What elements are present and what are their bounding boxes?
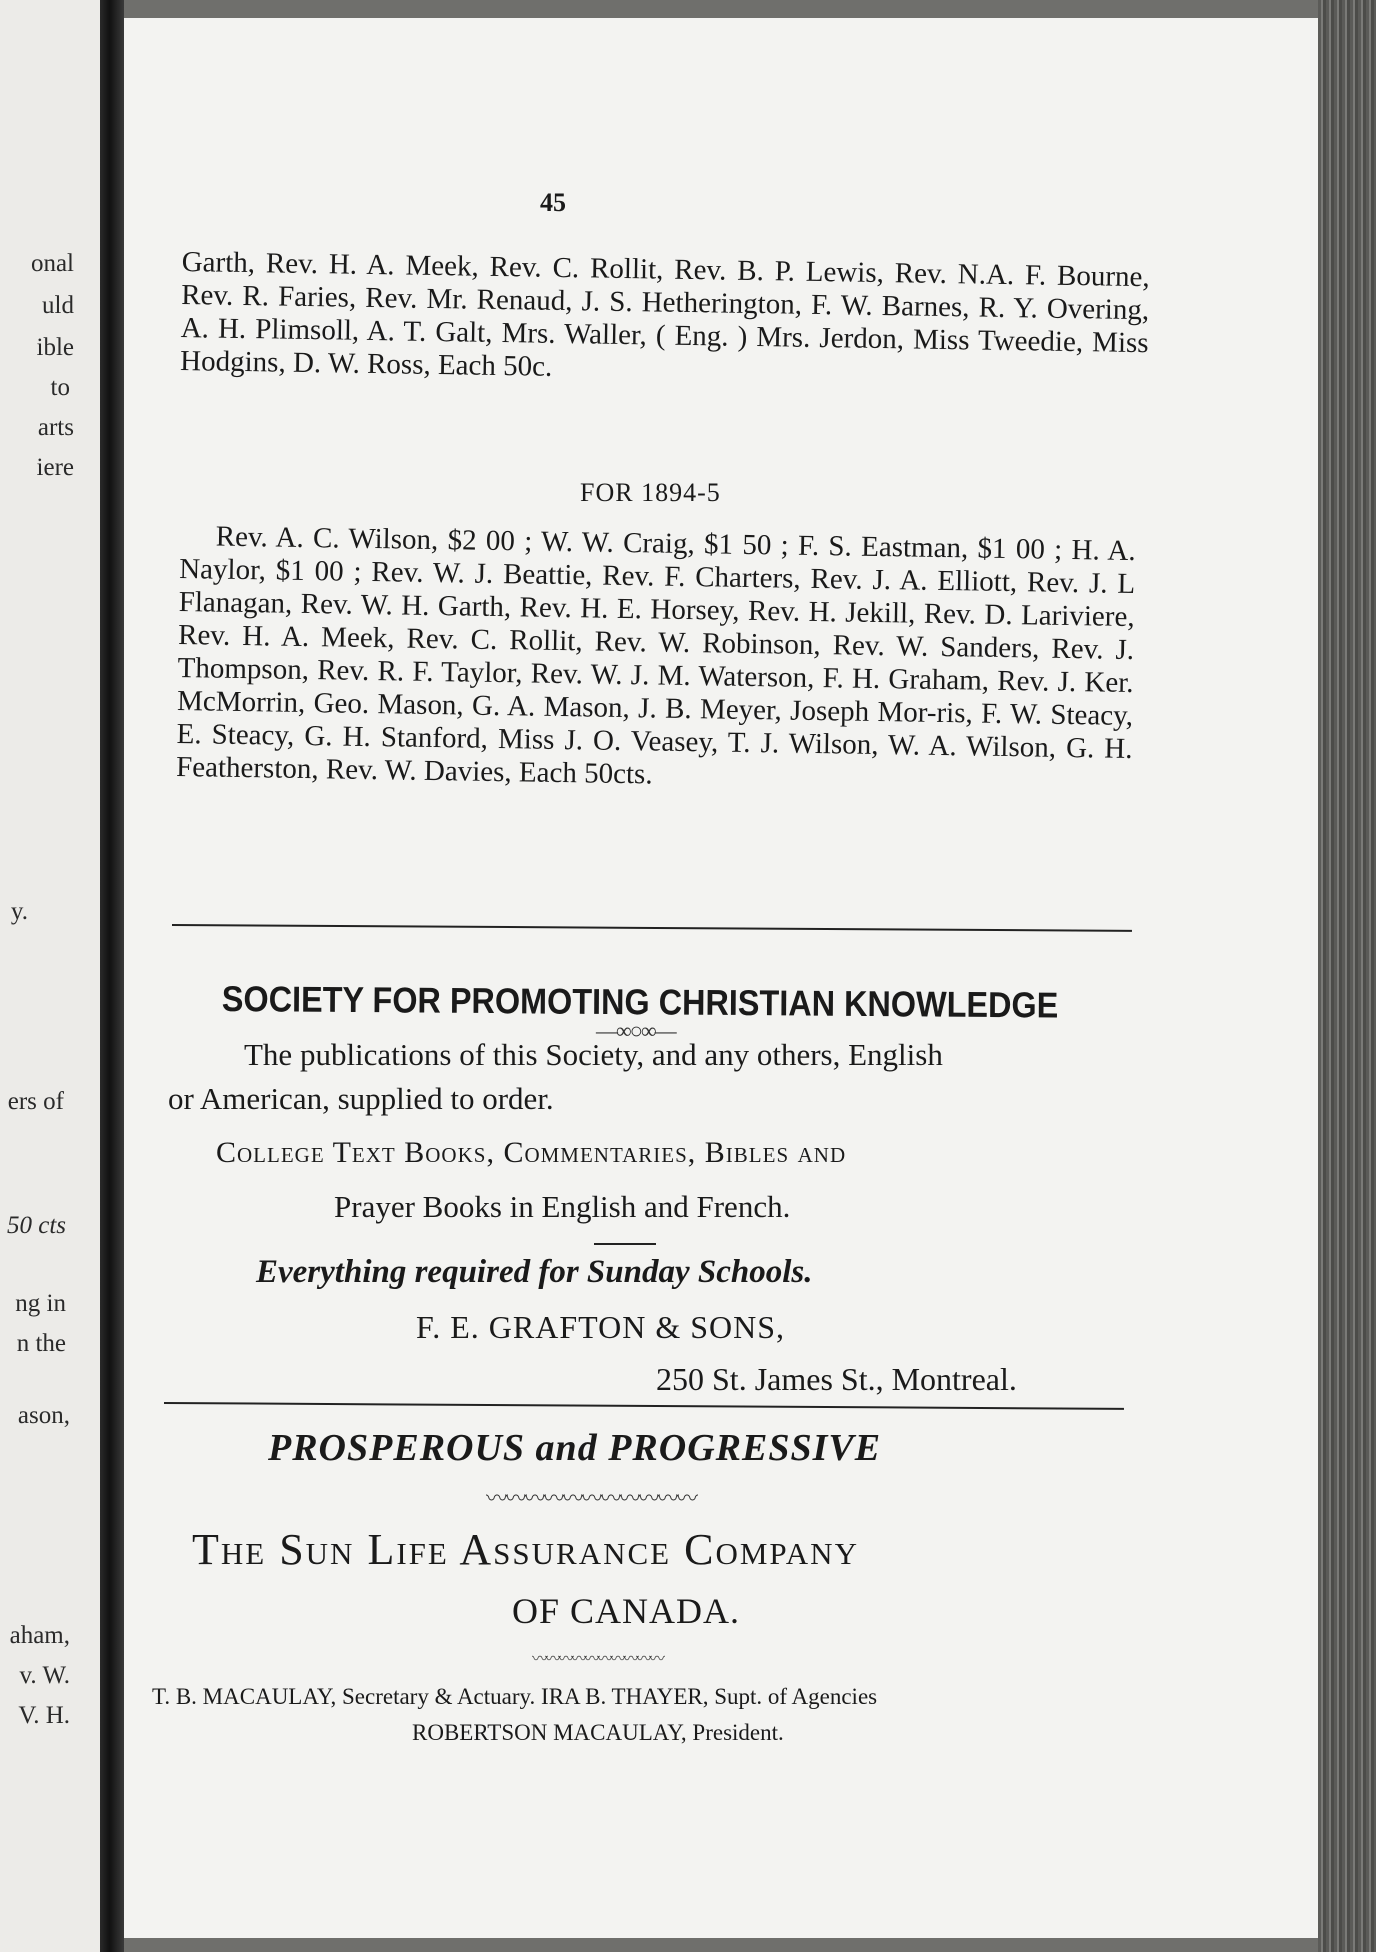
margin-fragment: ng in <box>15 1290 66 1317</box>
spck-line-2: or American, supplied to order. <box>168 1081 554 1116</box>
short-rule <box>594 1243 656 1245</box>
spck-line-1: The publications of this Society, and any others, English <box>244 1037 943 1072</box>
donor-list-continued: Garth, Rev. H. A. Meek, Rev. C. Rollit, Rev. B. P. Lewis, Rev. N.A. F. Bourne, Rev. R. Faries, Rev. Mr. Renaud, J. S. Hetherington, F. W. Barnes, R. Y. Overing, A. H. Plimsoll, A. T. Galt, Mrs. Waller, ( Eng. ) Mrs. Jerdon, Miss Tweedie, Miss Hodgins, D. W. Ross, Each 50c. <box>179 246 1150 383</box>
margin-fragment: uld <box>42 292 74 319</box>
margin-fragment: ason, <box>17 1402 70 1429</box>
spck-line-3: College Text Books, Commentaries, Bibles and <box>216 1136 847 1169</box>
donor-list-1894: Rev. A. C. Wilson, $2 00 ; W. W. Craig, $1 50 ; F. S. Eastman, $1 00 ; H. A. Naylor, $1 00 ; Rev. W. J. Beattie, Rev. F. Charters, Rev. J. A. Elliott, Rev. J. L Flanagan, Rev. W. H. Garth, Rev. H. E. Horsey, Rev. H. Jekill, Rev. D. Lariviere, Rev. H. A. Meek, Rev. C. Rollit, Rev. W. Robinson, Rev. W. Sanders, Rev. J. Thompson, Rev. R. F. Taylor, Rev. W. J. M. Waterson, F. H. Graham, Rev. J. Ker. McMorrin, Geo. Mason, G. A. Mason, J. B. Meyer, Joseph Mor-ris, F. W. Steacy, E. Steacy, G. H. Stanford, Miss J. O. Veasey, T. J. Wilson, W. A. Wilson, G. H. Featherston, Rev. W. Davies, Each 50cts. <box>175 520 1136 791</box>
officers-line-1: T. B. MACAULAY, Secretary & Actuary. IRA B. THAYER, Supt. of Agencies <box>152 1684 878 1709</box>
sunlife-country: OF CANADA. <box>512 1591 741 1631</box>
margin-fragment: aham, <box>9 1622 70 1649</box>
publisher-name: F. E. GRAFTON & SONS, <box>416 1309 786 1345</box>
margin-fragment: v. W. <box>19 1662 70 1689</box>
wave-ornament-icon: 〰〰〰〰〰〰〰〰〰〰〰 <box>486 1486 696 1511</box>
margin-fragment: V. H. <box>18 1702 70 1729</box>
spck-line-4: Prayer Books in English and French. <box>334 1189 791 1224</box>
page-number: 45 <box>540 188 566 217</box>
margin-fragment: 50 cts <box>6 1212 66 1239</box>
ornament-icon: —∞○∞— <box>596 1018 675 1043</box>
margin-fragment: n the <box>16 1330 66 1357</box>
margin-fragment: onal <box>30 250 74 277</box>
page-stack-edge <box>1318 0 1376 1952</box>
margin-fragment: iere <box>36 454 74 481</box>
previous-page-edge <box>0 0 100 1952</box>
publisher-address: 250 St. James St., Montreal. <box>656 1361 1017 1397</box>
spck-line-5: Everything required for Sunday Schools. <box>256 1254 813 1290</box>
section-heading: FOR 1894-5 <box>580 478 721 507</box>
spck-title: SOCIETY FOR PROMOTING CHRISTIAN KNOWLEDGE <box>221 978 1059 1026</box>
margin-fragment: arts <box>37 414 74 441</box>
margin-fragment: y. <box>10 898 28 925</box>
sunlife-tagline: PROSPEROUS and PROGRESSIVE <box>268 1427 882 1469</box>
book-gutter <box>100 0 124 1952</box>
sunlife-company-name: The Sun Life Assurance Company <box>192 1525 859 1574</box>
margin-fragment: ible <box>36 334 74 361</box>
wave-ornament-icon: 〰〰〰〰〰〰〰〰〰〰 <box>532 1651 663 1668</box>
margin-fragment: to <box>50 374 70 401</box>
officers-line-2: ROBERTSON MACAULAY, President. <box>412 1720 784 1745</box>
margin-fragment: ers of <box>7 1088 64 1115</box>
